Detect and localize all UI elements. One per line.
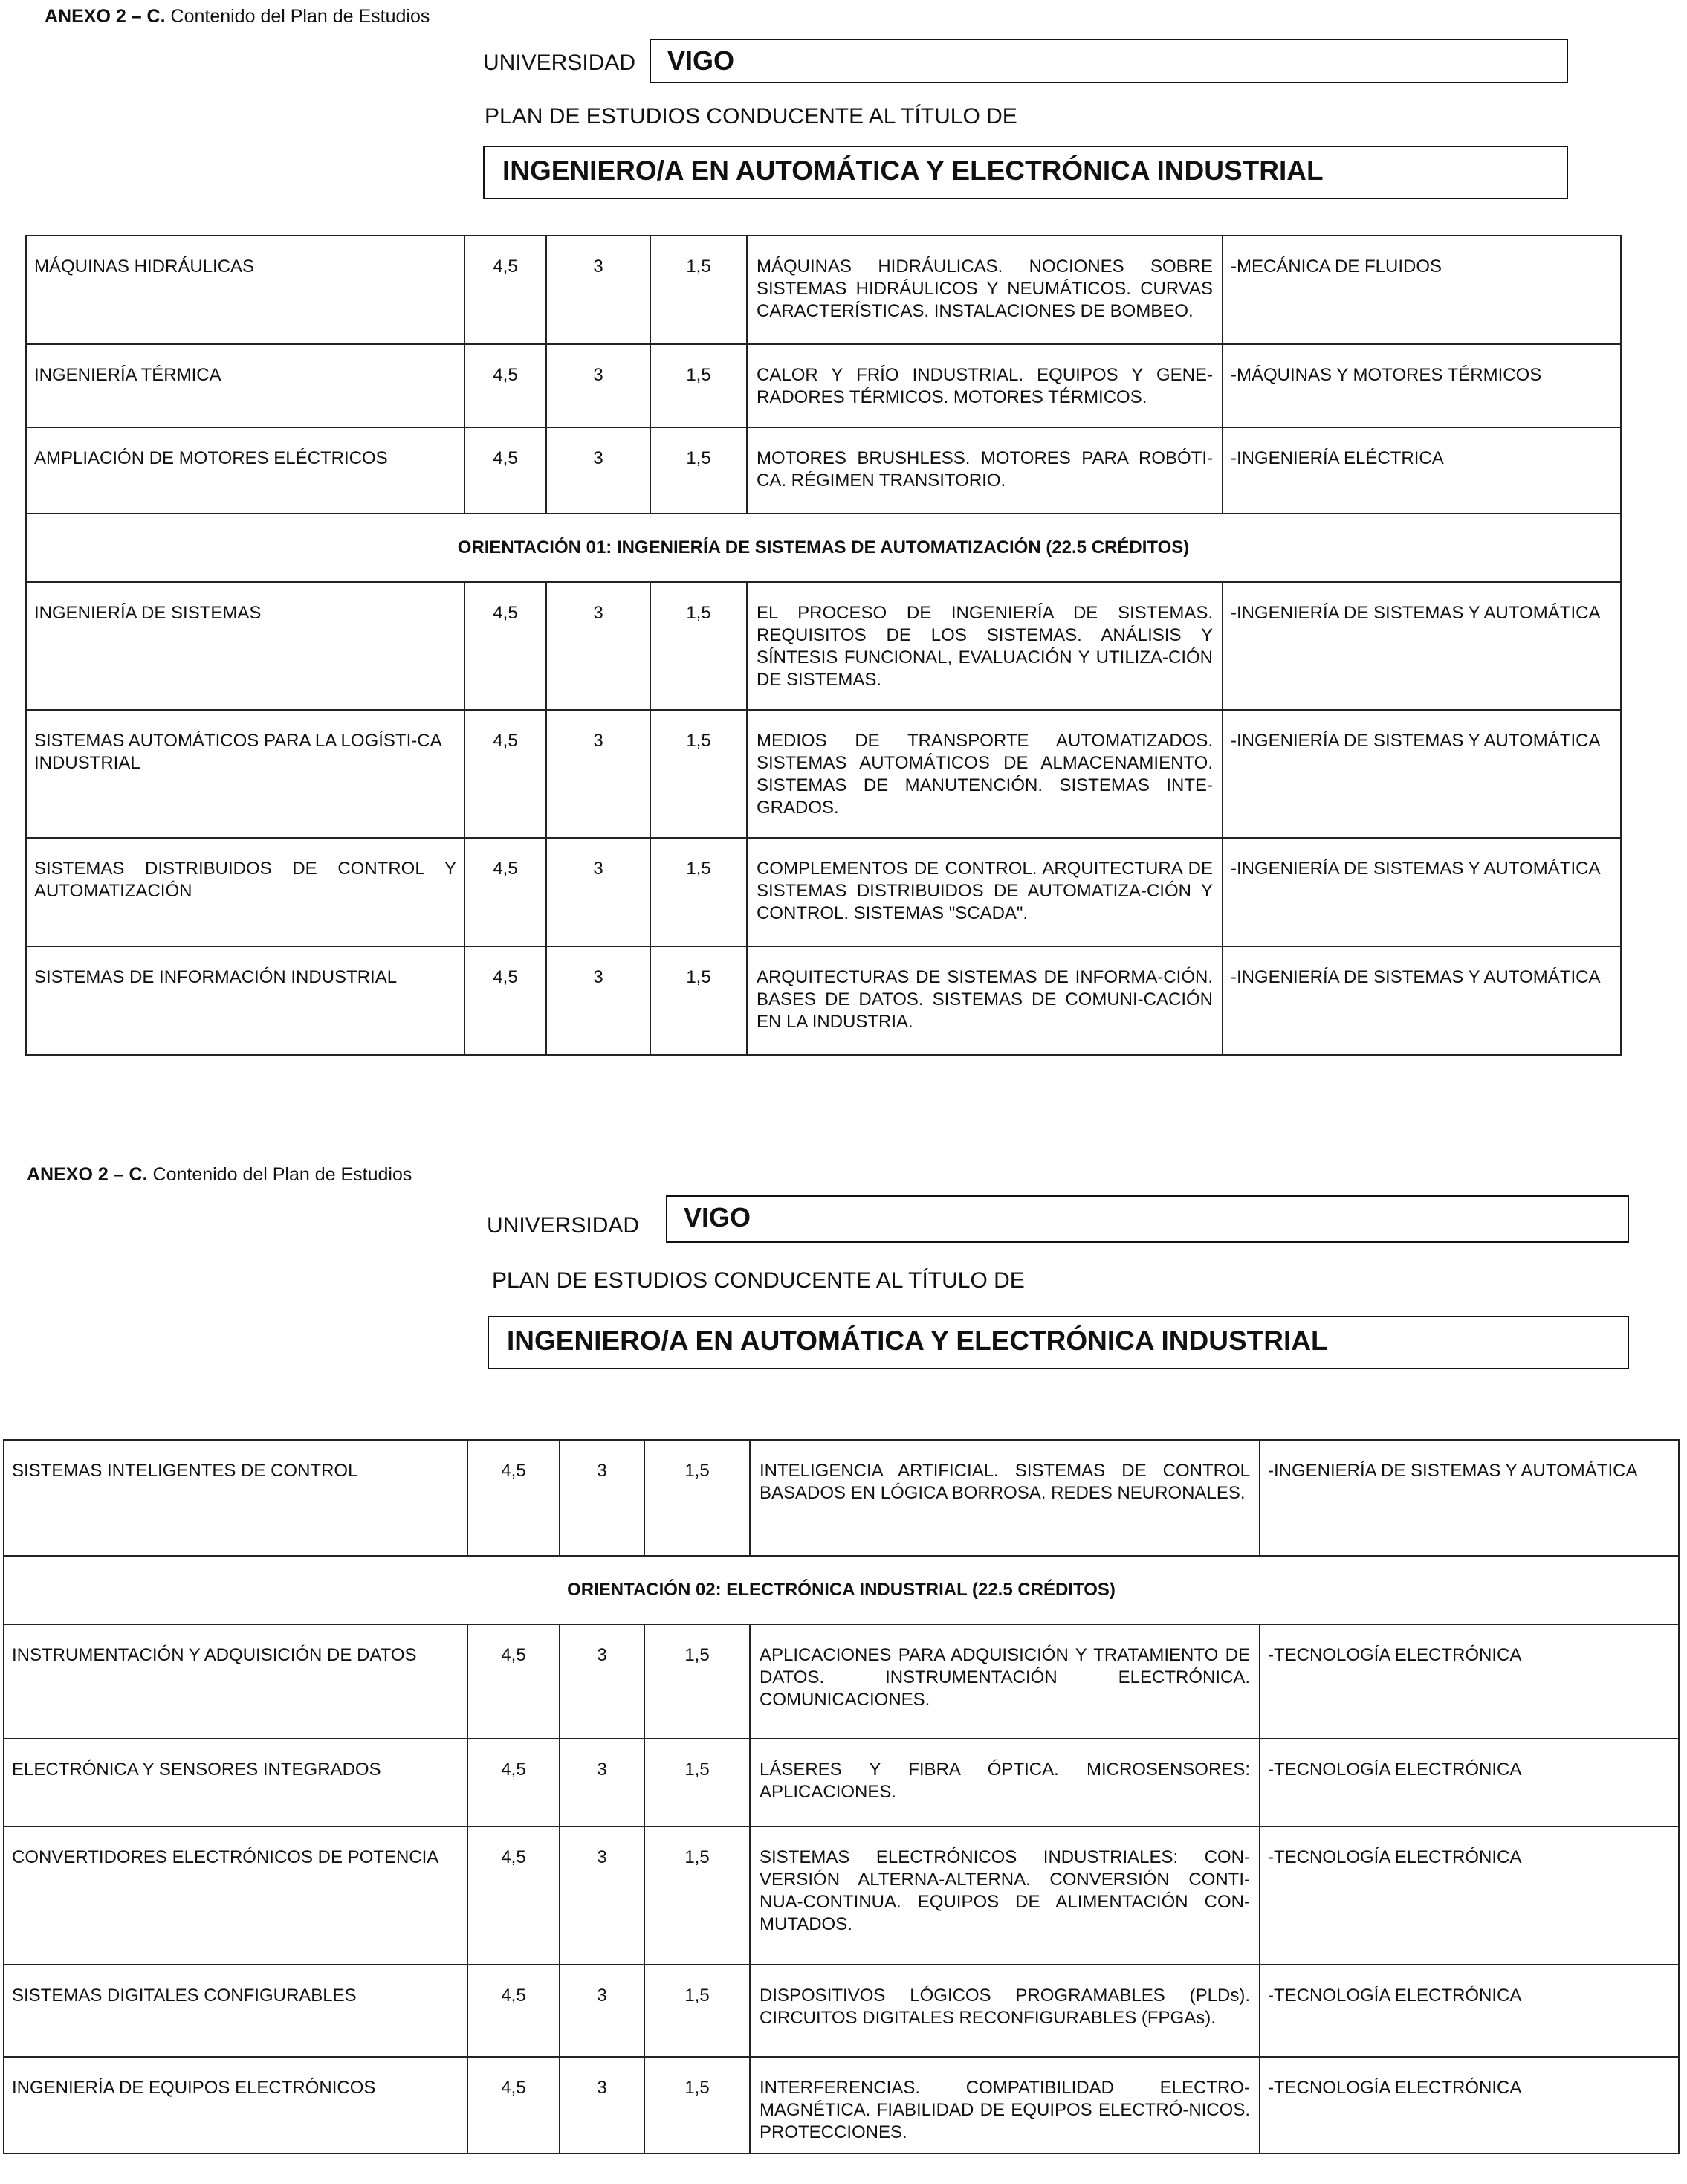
credits-total: 4,5 [467,1440,560,1556]
knowledge-area: -MÁQUINAS Y MOTORES TÉRMICOS [1223,344,1621,427]
subject-name: INGENIERÍA TÉRMICA [26,344,464,427]
plan-label: PLAN DE ESTUDIOS CONDUCENTE AL TÍTULO DE [492,1268,1025,1293]
table-row [26,946,1621,1055]
subject-name: SISTEMAS DIGITALES CONFIGURABLES [4,1965,467,2057]
credits-total: 4,5 [464,710,546,838]
knowledge-area: -MECÁNICA DE FLUIDOS [1223,236,1621,344]
table-row [4,1440,1679,1556]
subject-name: AMPLIACIÓN DE MOTORES ELÉCTRICOS [26,427,464,514]
orientation-row [26,514,1621,582]
subject-description: DISPOSITIVOS LÓGICOS PROGRAMABLES (PLDs). CIRCUITOS DIGITALES RECONFIGURABLES (FPGAs). [750,1965,1260,2057]
subject-name: ELECTRÓNICA Y SENSORES INTEGRADOS [4,1739,467,1826]
credits-total: 4,5 [464,946,546,1055]
subject-name: SISTEMAS DE INFORMACIÓN INDUSTRIAL [26,946,464,1055]
anexo-label: ANEXO 2 – C. [45,6,166,27]
plan-label: PLAN DE ESTUDIOS CONDUCENTE AL TÍTULO DE [485,104,1017,129]
subject-description: MÁQUINAS HIDRÁULICAS. NOCIONES SOBRE SISTEMAS HIDRÁULICOS Y NEUMÁTICOS. CURVAS CARACTERÍSTICAS. INSTALACIONES DE BOMBEO. [747,236,1223,344]
plan-table-1 [25,235,1622,1056]
credits-practice: 1,5 [650,236,747,344]
credits-practice: 1,5 [644,1440,750,1556]
credits-theory: 3 [546,838,650,946]
credits-total: 4,5 [467,2057,560,2154]
subject-description: SISTEMAS ELECTRÓNICOS INDUSTRIALES: CON-VERSIÓN ALTERNA-ALTERNA. CONVERSIÓN CONTI-NUA-CONTINUA. EQUIPOS DE ALIMENTACIÓN CON-MUTADOS. [750,1826,1260,1965]
credits-total: 4,5 [464,582,546,710]
credits-theory: 3 [546,236,650,344]
anexo-heading [27,1164,412,1186]
credits-total: 4,5 [464,236,546,344]
credits-total: 4,5 [467,1739,560,1826]
subject-name: SISTEMAS INTELIGENTES DE CONTROL [4,1440,467,1556]
table-row [26,838,1621,946]
credits-practice: 1,5 [650,946,747,1055]
knowledge-area: -INGENIERÍA DE SISTEMAS Y AUTOMÁTICA [1223,946,1621,1055]
knowledge-area: -TECNOLOGÍA ELECTRÓNICA [1260,1624,1679,1739]
table-row [26,582,1621,710]
anexo-text: Contenido del Plan de Estudios [170,6,430,27]
credits-total: 4,5 [467,1826,560,1965]
subject-description: LÁSERES Y FIBRA ÓPTICA. MICROSENSORES: APLICACIONES. [750,1739,1260,1826]
subject-description: APLICACIONES PARA ADQUISICIÓN Y TRATAMIENTO DE DATOS. INSTRUMENTACIÓN ELECTRÓNICA. COMUNICACIONES. [750,1624,1260,1739]
subject-description: ARQUITECTURAS DE SISTEMAS DE INFORMA-CIÓN. BASES DE DATOS. SISTEMAS DE COMUNI-CACIÓN EN LA INDUSTRIA. [747,946,1223,1055]
table-row [26,427,1621,514]
subject-description: COMPLEMENTOS DE CONTROL. ARQUITECTURA DE SISTEMAS DISTRIBUIDOS DE AUTOMATIZA-CIÓN Y CONTROL. SISTEMAS "SCADA". [747,838,1223,946]
orientation-heading: ORIENTACIÓN 02: ELECTRÓNICA INDUSTRIAL (22.5 CRÉDITOS) [4,1556,1679,1624]
credits-practice: 1,5 [650,838,747,946]
credits-theory: 3 [546,946,650,1055]
credits-total: 4,5 [464,344,546,427]
universidad-value: VIGO [666,1195,1629,1243]
knowledge-area: -TECNOLOGÍA ELECTRÓNICA [1260,1826,1679,1965]
plan-table-2 [3,1439,1680,2154]
credits-total: 4,5 [467,1624,560,1739]
knowledge-area: -TECNOLOGÍA ELECTRÓNICA [1260,1739,1679,1826]
subject-name: INGENIERÍA DE SISTEMAS [26,582,464,710]
table-row [4,1965,1679,2057]
credits-theory: 3 [546,427,650,514]
table-row [4,1739,1679,1826]
credits-practice: 1,5 [650,582,747,710]
subject-name: INSTRUMENTACIÓN Y ADQUISICIÓN DE DATOS [4,1624,467,1739]
credits-total: 4,5 [464,838,546,946]
credits-theory: 3 [560,1739,644,1826]
titulo-grado: INGENIERO/A EN AUTOMÁTICA Y ELECTRÓNICA INDUSTRIAL [483,146,1568,199]
credits-theory: 3 [560,1440,644,1556]
credits-theory: 3 [546,582,650,710]
credits-theory: 3 [560,2057,644,2154]
knowledge-area: -INGENIERÍA DE SISTEMAS Y AUTOMÁTICA [1223,582,1621,710]
subject-description: EL PROCESO DE INGENIERÍA DE SISTEMAS. REQUISITOS DE LOS SISTEMAS. ANÁLISIS Y SÍNTESIS FUNCIONAL, EVALUACIÓN Y UTILIZA-CIÓN DE SISTEMAS. [747,582,1223,710]
subject-description: MOTORES BRUSHLESS. MOTORES PARA ROBÓTI-CA. RÉGIMEN TRANSITORIO. [747,427,1223,514]
table-row [4,1624,1679,1739]
anexo-heading [45,6,430,28]
orientation-heading: ORIENTACIÓN 01: INGENIERÍA DE SISTEMAS DE AUTOMATIZACIÓN (22.5 CRÉDITOS) [26,514,1621,582]
credits-total: 4,5 [467,1965,560,2057]
subject-description: INTERFERENCIAS. COMPATIBILIDAD ELECTRO-MAGNÉTICA. FIABILIDAD DE EQUIPOS ELECTRÓ-NICOS. PROTECCIONES. [750,2057,1260,2154]
credits-theory: 3 [560,1965,644,2057]
universidad-label: UNIVERSIDAD [487,1213,640,1238]
credits-practice: 1,5 [644,1624,750,1739]
credits-practice: 1,5 [650,344,747,427]
credits-total: 4,5 [464,427,546,514]
knowledge-area: -TECNOLOGÍA ELECTRÓNICA [1260,1965,1679,2057]
credits-practice: 1,5 [644,1826,750,1965]
credits-practice: 1,5 [644,1965,750,2057]
knowledge-area: -TECNOLOGÍA ELECTRÓNICA [1260,2057,1679,2154]
subject-name: CONVERTIDORES ELECTRÓNICOS DE POTENCIA [4,1826,467,1965]
table-row [4,2057,1679,2154]
subject-name: INGENIERÍA DE EQUIPOS ELECTRÓNICOS [4,2057,467,2154]
credits-practice: 1,5 [650,427,747,514]
subject-description: INTELIGENCIA ARTIFICIAL. SISTEMAS DE CONTROL BASADOS EN LÓGICA BORROSA. REDES NEURONALES. [750,1440,1260,1556]
knowledge-area: -INGENIERÍA DE SISTEMAS Y AUTOMÁTICA [1223,710,1621,838]
credits-practice: 1,5 [644,2057,750,2154]
anexo-text: Contenido del Plan de Estudios [152,1164,412,1185]
table-row [26,236,1621,344]
credits-theory: 3 [546,344,650,427]
universidad-value: VIGO [650,39,1568,83]
table-row [26,710,1621,838]
credits-practice: 1,5 [650,710,747,838]
subject-name: MÁQUINAS HIDRÁULICAS [26,236,464,344]
orientation-row [4,1556,1679,1624]
subject-name: SISTEMAS AUTOMÁTICOS PARA LA LOGÍSTI-CA INDUSTRIAL [26,710,464,838]
subject-description: CALOR Y FRÍO INDUSTRIAL. EQUIPOS Y GENE-RADORES TÉRMICOS. MOTORES TÉRMICOS. [747,344,1223,427]
credits-practice: 1,5 [644,1739,750,1826]
credits-theory: 3 [560,1826,644,1965]
subject-description: MEDIOS DE TRANSPORTE AUTOMATIZADOS. SISTEMAS AUTOMÁTICOS DE ALMACENAMIENTO. SISTEMAS DE MANUTENCIÓN. SISTEMAS INTE-GRADOS. [747,710,1223,838]
table-row [26,344,1621,427]
knowledge-area: -INGENIERÍA DE SISTEMAS Y AUTOMÁTICA [1260,1440,1679,1556]
knowledge-area: -INGENIERÍA DE SISTEMAS Y AUTOMÁTICA [1223,838,1621,946]
anexo-label: ANEXO 2 – C. [27,1164,148,1185]
universidad-label: UNIVERSIDAD [483,51,636,75]
credits-theory: 3 [546,710,650,838]
credits-theory: 3 [560,1624,644,1739]
titulo-grado: INGENIERO/A EN AUTOMÁTICA Y ELECTRÓNICA INDUSTRIAL [488,1316,1629,1369]
subject-name: SISTEMAS DISTRIBUIDOS DE CONTROL Y AUTOMATIZACIÓN [26,838,464,946]
table-row [4,1826,1679,1965]
knowledge-area: -INGENIERÍA ELÉCTRICA [1223,427,1621,514]
